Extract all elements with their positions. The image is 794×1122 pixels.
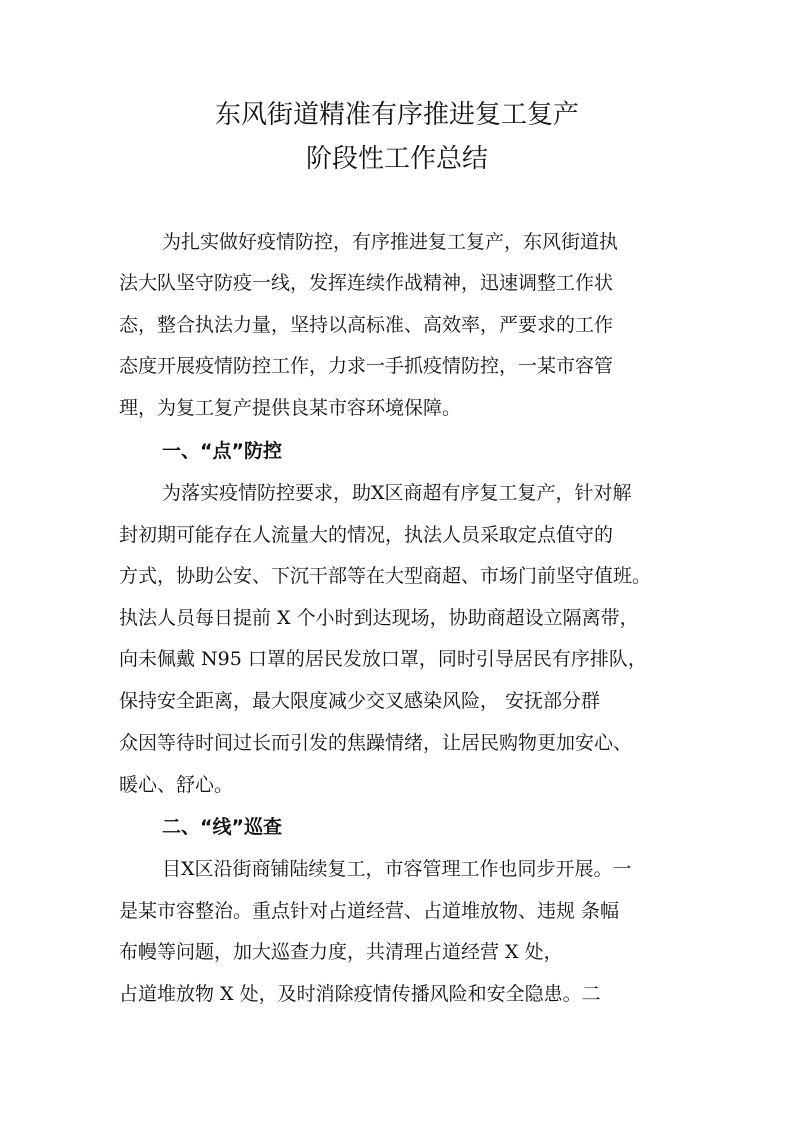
section2-line: 占道堆放物 X 处，及时消除疫情传播风险和安全隐患。二 [119, 983, 601, 1005]
section1-line: 方式，协助公安、下沉干部等在大型商超、市场门前坚守值班。 [119, 565, 652, 587]
section1-heading: 一、“点”防控 [162, 440, 282, 462]
section1-line: 向未佩戴 N95 口罩的居民发放口罩，同时引导居民有序排队， [119, 648, 647, 670]
section2-line: 是某市容整治。重点针对占道经营、占道堆放物、违规 条幅 [119, 900, 620, 922]
section2-line: 目X区沿街商铺陆续复工，市容管理工作也同步开展。一 [162, 858, 632, 880]
document-title-line2: 阶段性工作总结 [305, 144, 488, 174]
section2-heading: 二、“线”巡查 [162, 816, 282, 838]
section1-line: 众因等待时间过长而引发的焦躁情绪，让居民购物更加安心、 [119, 732, 633, 754]
section1-line: 执法人员每日提前 X 个小时到达现场，协助商超设立隔离带， [119, 607, 639, 629]
intro-line: 法大队坚守防疫一线，发挥连续作战精神，迅速调整工作状 [119, 272, 614, 294]
document-title-line1: 东风街道精准有序推进复工复产 [214, 100, 579, 130]
section2-line: 布幔等问题，加大巡查力度，共清理占道经营 X 处， [119, 941, 563, 963]
intro-line: 为扎实做好疫情防控，有序推进复工复产，东风街道执 [162, 231, 619, 253]
section1-line: 为落实疫情防控要求，助X区商超有序复工复产，针对解 [162, 482, 632, 504]
section1-line: 保持安全距离，最大限度减少交叉感染风险， 安抚部分群 [119, 690, 601, 712]
intro-line: 态，整合执法力量，坚持以高标准、高效率，严要求的工作 [119, 314, 614, 336]
section1-line: 封初期可能存在人流量大的情况，执法人员采取定点值守的 [119, 524, 614, 546]
intro-line: 理，为复工复产提供良某市容环境保障。 [119, 397, 462, 419]
intro-line: 态度开展疫情防控工作，力求一手抓疫情防控，一某市容管 [119, 355, 614, 377]
section1-line: 暖心、舒心。 [119, 774, 234, 796]
